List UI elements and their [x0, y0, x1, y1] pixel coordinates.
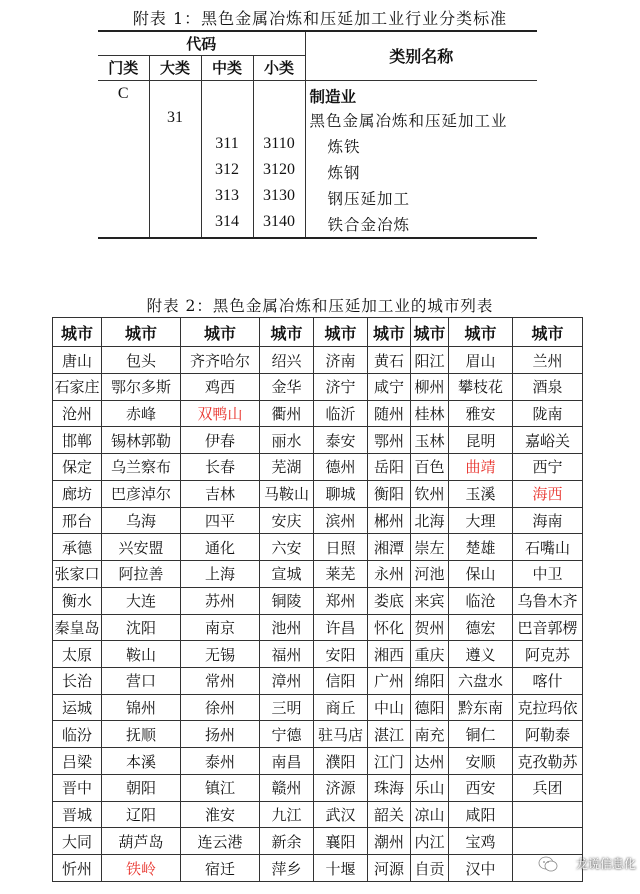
- table-row: [53, 855, 583, 882]
- city-cell: 南昌: [260, 748, 314, 775]
- city-cell: 西安: [449, 774, 513, 801]
- city-cell: 太原: [53, 641, 102, 668]
- city-cell: 咸宁: [368, 373, 411, 400]
- column-header: 城市: [411, 318, 449, 347]
- city-cell: 黔东南: [449, 694, 513, 721]
- city-list-table: [52, 317, 583, 882]
- city-cell: 邯郸: [53, 427, 102, 454]
- col-da: [149, 80, 201, 238]
- city-cell: 通化: [181, 534, 260, 561]
- city-cell: 桂林: [411, 400, 449, 427]
- watermark-text: 龙说信息化: [575, 857, 636, 871]
- city-cell: 六盘水: [449, 667, 513, 694]
- table-row: [53, 454, 583, 481]
- city-cell: 自贡: [411, 855, 449, 882]
- table-row: [53, 694, 583, 721]
- city-cell: 河池: [411, 561, 449, 588]
- category-name: 钢压延加工: [327, 189, 411, 208]
- code-zhong: 311: [215, 134, 239, 152]
- city-cell: 泰安: [314, 427, 368, 454]
- header-code: 代码: [98, 31, 305, 55]
- city-cell: 巴彦淖尔: [102, 480, 181, 507]
- table-row: [53, 667, 583, 694]
- city-cell: 阿拉善: [102, 561, 181, 588]
- city-cell: 安阳: [314, 641, 368, 668]
- city-cell: 海西: [513, 480, 583, 507]
- city-cell: 六安: [260, 534, 314, 561]
- city-cell: 泰州: [181, 748, 260, 775]
- city-cell: 金华: [260, 373, 314, 400]
- city-cell: 吉林: [181, 480, 260, 507]
- city-cell: 郴州: [368, 507, 411, 534]
- city-cell: 阿勒泰: [513, 721, 583, 748]
- wechat-icon: [538, 855, 558, 873]
- city-cell: 驻马店: [314, 721, 368, 748]
- city-cell: 运城: [53, 694, 102, 721]
- city-cell: 漳州: [260, 667, 314, 694]
- city-cell: 鄂尔多斯: [102, 373, 181, 400]
- city-cell: 池州: [260, 614, 314, 641]
- city-cell: 日照: [314, 534, 368, 561]
- city-cell: 湘西: [368, 641, 411, 668]
- city-cell: 无锡: [181, 641, 260, 668]
- city-cell: 郑州: [314, 587, 368, 614]
- city-cell: 眉山: [449, 347, 513, 374]
- city-cell: 马鞍山: [260, 480, 314, 507]
- city-cell: 聊城: [314, 480, 368, 507]
- table-row: [53, 721, 583, 748]
- city-cell: 临汾: [53, 721, 102, 748]
- city-cell: 海南: [513, 507, 583, 534]
- city-cell: 怀化: [368, 614, 411, 641]
- city-cell: 宿迁: [181, 855, 260, 882]
- city-cell: 临沧: [449, 587, 513, 614]
- city-cell: 汉中: [449, 855, 513, 882]
- header-da: 大类: [149, 55, 201, 80]
- table-row: [53, 748, 583, 775]
- city-cell: 新余: [260, 828, 314, 855]
- city-cell: 临沂: [314, 400, 368, 427]
- code-xiao: 3110: [263, 134, 295, 152]
- city-cell: 安顺: [449, 748, 513, 775]
- city-cell: 喀什: [513, 667, 583, 694]
- col-men: [98, 80, 149, 238]
- category-name: 制造业: [309, 87, 357, 106]
- city-cell: 贺州: [411, 614, 449, 641]
- city-cell: 柳州: [411, 373, 449, 400]
- city-cell: 长春: [181, 454, 260, 481]
- city-cell: 莱芜: [314, 561, 368, 588]
- city-cell: 赣州: [260, 774, 314, 801]
- city-cell: 朝阳: [102, 774, 181, 801]
- code-xiao: 3140: [263, 212, 295, 230]
- column-header: 城市: [181, 318, 260, 347]
- column-header: 城市: [368, 318, 411, 347]
- city-cell: 楚雄: [449, 534, 513, 561]
- city-cell: 黄石: [368, 347, 411, 374]
- city-cell: 保定: [53, 454, 102, 481]
- city-cell: 张家口: [53, 561, 102, 588]
- city-cell: 鸡西: [181, 373, 260, 400]
- city-cell: 咸阳: [449, 801, 513, 828]
- city-cell: 襄阳: [314, 828, 368, 855]
- table-row: [53, 507, 583, 534]
- table-row: [53, 801, 583, 828]
- city-cell: 宁德: [260, 721, 314, 748]
- city-cell: 萍乡: [260, 855, 314, 882]
- city-cell: 鞍山: [102, 641, 181, 668]
- city-cell: 宝鸡: [449, 828, 513, 855]
- table-row: [53, 561, 583, 588]
- city-cell: 沈阳: [102, 614, 181, 641]
- city-cell: 钦州: [411, 480, 449, 507]
- column-header: 城市: [314, 318, 368, 347]
- col-zhong: [201, 80, 253, 238]
- table-row: [53, 828, 583, 855]
- category-name: 炼铁: [327, 137, 361, 156]
- city-cell: 衡水: [53, 587, 102, 614]
- column-header: 城市: [513, 318, 583, 347]
- code-da: 31: [167, 108, 183, 126]
- code-zhong: 313: [215, 186, 239, 204]
- city-cell: 韶关: [368, 801, 411, 828]
- city-cell: 双鸭山: [181, 400, 260, 427]
- city-cell: 乌海: [102, 507, 181, 534]
- city-cell: 信阳: [314, 667, 368, 694]
- city-cell: 绍兴: [260, 347, 314, 374]
- city-cell: 商丘: [314, 694, 368, 721]
- city-cell: 济南: [314, 347, 368, 374]
- city-cell: 德宏: [449, 614, 513, 641]
- table-row: [53, 400, 583, 427]
- header-zhong: 中类: [201, 55, 253, 80]
- city-cell: 秦皇岛: [53, 614, 102, 641]
- city-cell: 廊坊: [53, 480, 102, 507]
- city-cell: 长治: [53, 667, 102, 694]
- city-cell: 曲靖: [449, 454, 513, 481]
- city-cell: 十堰: [314, 855, 368, 882]
- city-cell: 兴安盟: [102, 534, 181, 561]
- table-row: [53, 534, 583, 561]
- city-cell: 宣城: [260, 561, 314, 588]
- table-row: [53, 347, 583, 374]
- city-cell: 乌兰察布: [102, 454, 181, 481]
- city-cell: 衡阳: [368, 480, 411, 507]
- city-cell: 唐山: [53, 347, 102, 374]
- table-row: [53, 373, 583, 400]
- city-cell: 承德: [53, 534, 102, 561]
- column-header: 城市: [53, 318, 102, 347]
- city-cell: 赤峰: [102, 400, 181, 427]
- table-row: [53, 774, 583, 801]
- city-cell: 安庆: [260, 507, 314, 534]
- table-row: [53, 641, 583, 668]
- table1-body: [98, 80, 537, 238]
- city-cell: 晋中: [53, 774, 102, 801]
- table1-title: 附表 1：黑色金属冶炼和压延加工业行业分类标准: [132, 9, 508, 28]
- city-cell: 河源: [368, 855, 411, 882]
- city-cell: 永州: [368, 561, 411, 588]
- city-cell: 乌鲁木齐: [513, 587, 583, 614]
- city-cell: 锡林郭勒: [102, 427, 181, 454]
- city-cell: 来宾: [411, 587, 449, 614]
- city-cell: 兵团: [513, 774, 583, 801]
- city-cell: 晋城: [53, 801, 102, 828]
- city-cell: 娄底: [368, 587, 411, 614]
- city-cell: 重庆: [411, 641, 449, 668]
- city-cell: 济宁: [314, 373, 368, 400]
- city-cell: 常州: [181, 667, 260, 694]
- city-cell: [513, 801, 583, 828]
- city-cell: 雅安: [449, 400, 513, 427]
- city-cell: 珠海: [368, 774, 411, 801]
- city-cell: 伊春: [181, 427, 260, 454]
- table-row: [53, 587, 583, 614]
- header-xiao: 小类: [253, 55, 305, 80]
- code-zhong: 314: [215, 212, 239, 230]
- code-xiao: 3130: [263, 186, 295, 204]
- city-cell: 绵阳: [411, 667, 449, 694]
- table2-title: 附表 2：黑色金属冶炼和压延加工业的城市列表: [146, 297, 494, 315]
- city-cell: 沧州: [53, 400, 102, 427]
- city-cell: 石嘴山: [513, 534, 583, 561]
- city-cell: 德州: [314, 454, 368, 481]
- city-cell: 湘潭: [368, 534, 411, 561]
- city-cell: 镇江: [181, 774, 260, 801]
- city-cell: 济源: [314, 774, 368, 801]
- city-cell: 玉林: [411, 427, 449, 454]
- city-cell: 大同: [53, 828, 102, 855]
- column-header: 城市: [102, 318, 181, 347]
- city-cell: 丽水: [260, 427, 314, 454]
- city-cell: 淮安: [181, 801, 260, 828]
- city-cell: 北海: [411, 507, 449, 534]
- header-men: 门类: [98, 55, 149, 80]
- city-cell: 抚顺: [102, 721, 181, 748]
- city-cell: 滨州: [314, 507, 368, 534]
- city-cell: 包头: [102, 347, 181, 374]
- city-cell: 中卫: [513, 561, 583, 588]
- city-cell: 大理: [449, 507, 513, 534]
- city-cell: 嘉峪关: [513, 427, 583, 454]
- table-row: [53, 427, 583, 454]
- city-cell: 内江: [411, 828, 449, 855]
- city-cell: 福州: [260, 641, 314, 668]
- city-cell: 江门: [368, 748, 411, 775]
- city-cell: 南京: [181, 614, 260, 641]
- city-cell: 九江: [260, 801, 314, 828]
- category-name: 铁合金冶炼: [327, 215, 411, 234]
- category-name: 黑色金属冶炼和压延加工业: [309, 111, 508, 130]
- city-cell: 阿克苏: [513, 641, 583, 668]
- city-cell: 湛江: [368, 721, 411, 748]
- city-cell: 上海: [181, 561, 260, 588]
- col-xiao: [253, 80, 305, 238]
- city-cell: 徐州: [181, 694, 260, 721]
- city-cell: 武汉: [314, 801, 368, 828]
- city-cell: 随州: [368, 400, 411, 427]
- city-cell: 鄂州: [368, 427, 411, 454]
- code-men: C: [117, 84, 129, 102]
- industry-classification-table: [98, 30, 537, 239]
- city-cell: 崇左: [411, 534, 449, 561]
- city-cell: 许昌: [314, 614, 368, 641]
- city-cell: 芜湖: [260, 454, 314, 481]
- city-cell: 石家庄: [53, 373, 102, 400]
- city-cell: 达州: [411, 748, 449, 775]
- city-cell: 保山: [449, 561, 513, 588]
- city-cell: 凉山: [411, 801, 449, 828]
- city-cell: 衢州: [260, 400, 314, 427]
- city-cell: 西宁: [513, 454, 583, 481]
- column-header: 城市: [260, 318, 314, 347]
- table-header-row: [53, 318, 583, 347]
- col-name: [305, 80, 537, 238]
- city-cell: 锦州: [102, 694, 181, 721]
- code-xiao: 3120: [263, 160, 295, 178]
- city-cell: 三明: [260, 694, 314, 721]
- city-cell: 大连: [102, 587, 181, 614]
- city-cell: 克孜勒苏: [513, 748, 583, 775]
- city-cell: 玉溪: [449, 480, 513, 507]
- city-cell: 昆明: [449, 427, 513, 454]
- city-cell: 克拉玛依: [513, 694, 583, 721]
- city-cell: 辽阳: [102, 801, 181, 828]
- city-cell: 铜陵: [260, 587, 314, 614]
- city-cell: 濮阳: [314, 748, 368, 775]
- city-cell: 乐山: [411, 774, 449, 801]
- city-cell: 本溪: [102, 748, 181, 775]
- city-cell: 潮州: [368, 828, 411, 855]
- city-cell: [513, 828, 583, 855]
- city-cell: 广州: [368, 667, 411, 694]
- city-cell: 邢台: [53, 507, 102, 534]
- city-cell: 连云港: [181, 828, 260, 855]
- city-cell: 中山: [368, 694, 411, 721]
- city-cell: 四平: [181, 507, 260, 534]
- city-cell: 岳阳: [368, 454, 411, 481]
- category-name: 炼钢: [327, 163, 361, 182]
- table-row: [53, 614, 583, 641]
- city-cell: 齐齐哈尔: [181, 347, 260, 374]
- city-cell: 铜仁: [449, 721, 513, 748]
- city-cell: 酒泉: [513, 373, 583, 400]
- city-cell: 巴音郭楞: [513, 614, 583, 641]
- header-category-name: 类别名称: [305, 31, 537, 80]
- city-cell: 阳江: [411, 347, 449, 374]
- city-cell: 德阳: [411, 694, 449, 721]
- city-cell: 南充: [411, 721, 449, 748]
- city-cell: 扬州: [181, 721, 260, 748]
- table-row: [53, 480, 583, 507]
- city-cell: 吕梁: [53, 748, 102, 775]
- column-header: 城市: [449, 318, 513, 347]
- city-cell: 葫芦岛: [102, 828, 181, 855]
- city-cell: 攀枝花: [449, 373, 513, 400]
- city-cell: 营口: [102, 667, 181, 694]
- city-cell: 铁岭: [102, 855, 181, 882]
- city-cell: 遵义: [449, 641, 513, 668]
- city-cell: 苏州: [181, 587, 260, 614]
- city-cell: 陇南: [513, 400, 583, 427]
- city-cell: 百色: [411, 454, 449, 481]
- code-zhong: 312: [215, 160, 239, 178]
- city-cell: 忻州: [53, 855, 102, 882]
- city-cell: 兰州: [513, 347, 583, 374]
